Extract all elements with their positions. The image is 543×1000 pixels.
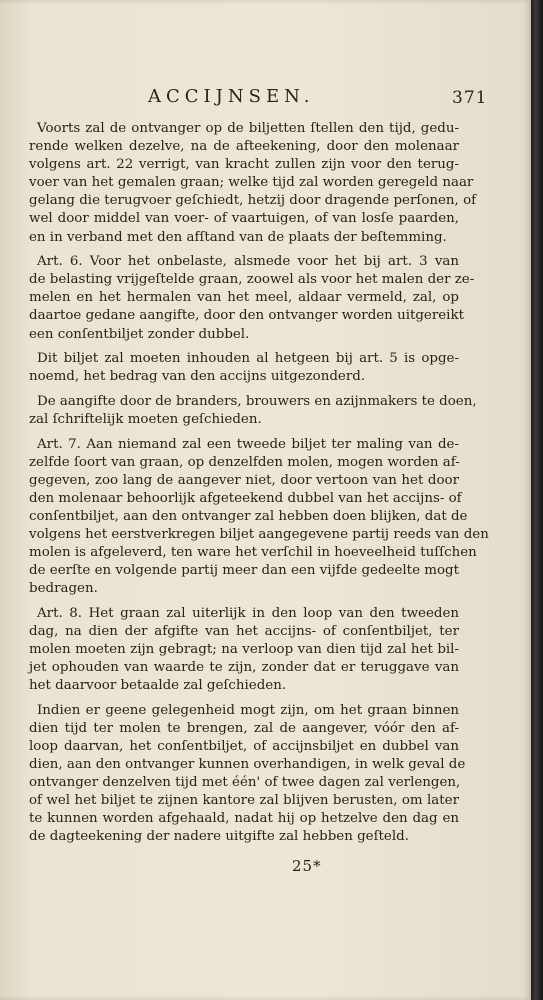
body-text bbox=[29, 120, 489, 853]
text-line: volgens het eerstverkregen biljet aangegevene partij reeds van den bbox=[29, 526, 489, 542]
text-line: De aangifte door de branders, brouwers en azijnmakers te doen, bbox=[37, 393, 477, 409]
text-line: jet ophouden van waarde te zijn, zonder dat er teruggave van bbox=[29, 660, 459, 676]
text-line: rende welken dezelve, na de afteekening, door den molenaar bbox=[29, 139, 459, 155]
text-line: te kunnen worden afgehaald, nadat hij op hetzelve den dag en bbox=[29, 811, 459, 827]
text-line: gelang die terugvoer geſchiedt, hetzij door dragende perſonen, of bbox=[29, 193, 477, 209]
text-line: den molenaar behoorlijk afgeteekend dubbel van het accijns- of bbox=[29, 490, 462, 506]
text-line: of wel het biljet te zijnen kantore zal blijven berusten, om later bbox=[29, 793, 459, 809]
text-line: Art. 7. Aan niemand zal een tweede biljet ter maling van de- bbox=[37, 436, 459, 452]
text-line: noemd, het bedrag van den accijns uitgezonderd. bbox=[29, 369, 366, 385]
paragraph bbox=[29, 393, 477, 429]
text-line: molen moeten zijn gebragt; na verloop van dien tijd zal het bil- bbox=[29, 642, 459, 658]
text-line: Dit biljet zal moeten inhouden al hetgeen bij art. 5 is opge- bbox=[37, 351, 459, 367]
text-line: wel door middel van voer- of vaartuigen, of van losſe paarden, bbox=[29, 211, 459, 227]
paragraph bbox=[29, 702, 466, 847]
paragraph-art-6 bbox=[29, 253, 475, 343]
text-line: de belasting vrijgeſtelde graan, zoowel als voor het malen der ze- bbox=[29, 272, 475, 288]
text-line: conſentbiljet, aan den ontvanger zal hebben doen blijken, dat de bbox=[29, 508, 468, 524]
running-head-title: ACCIJNSEN. bbox=[148, 86, 315, 107]
text-line: bedragen. bbox=[29, 581, 98, 597]
text-line: dien, aan den ontvanger kunnen overhandigen, in welk geval de bbox=[29, 757, 466, 773]
text-line: daartoe gedane aangifte, door den ontvanger worden uitgereikt bbox=[29, 308, 464, 324]
page-number: 371 bbox=[452, 88, 488, 108]
text-line: zelfde ſoort van graan, op denzelfden molen, mogen worden af- bbox=[29, 454, 460, 470]
text-line: zal ſchriftelijk moeten geſchieden. bbox=[29, 411, 262, 427]
text-line: de eerſte en volgende partij meer dan een vijfde gedeelte mogt bbox=[29, 563, 459, 579]
text-line: melen en het hermalen van het meel, aldaar vermeld, zal, op bbox=[29, 290, 459, 306]
paragraph bbox=[29, 120, 477, 247]
paragraph-art-8 bbox=[29, 605, 459, 695]
text-line: Art. 8. Het graan zal uiterlijk in den loop van den tweeden bbox=[37, 605, 459, 621]
running-head bbox=[30, 86, 510, 116]
text-line: loop daarvan, het conſentbiljet, of accijnsbiljet en dubbel van bbox=[29, 739, 459, 754]
text-line: en in verband met den afſtand van de plaats der beſtemming. bbox=[29, 229, 447, 245]
text-line: voer van het gemalen graan; welke tijd zal worden geregeld naar bbox=[29, 175, 474, 191]
text-line: volgens art. 22 verrigt, van kracht zullen zijn voor den terug- bbox=[29, 157, 459, 173]
text-line: Art. 6. Voor het onbelaste, alsmede voor het bij art. 3 van bbox=[37, 254, 459, 270]
text-line: de dagteekening der nadere uitgifte zal hebben geſteld. bbox=[29, 829, 409, 845]
book-edge bbox=[531, 0, 543, 1000]
text-line: Indien er geene gelegenheid mogt zijn, om het graan binnen bbox=[37, 702, 459, 718]
text-line: dien tijd ter molen te brengen, zal de aangever, vóór den af- bbox=[29, 720, 459, 736]
text-line: een conſentbiljet zonder dubbel. bbox=[29, 326, 250, 342]
text-line: ontvanger denzelven tijd met één' of twee dagen zal verlengen, bbox=[29, 775, 461, 791]
text-line: gegeven, zoo lang de aangever niet, door vertoon van het door bbox=[29, 472, 459, 488]
text-line: Voorts zal de ontvanger op de biljetten ſtellen den tijd, gedu- bbox=[37, 121, 459, 136]
text-line: molen is afgeleverd, ten ware het verſchil in hoeveelheid tuſſchen bbox=[29, 545, 477, 561]
text-line: dag, na dien der afgifte van het accijns- of conſentbiljet, ter bbox=[29, 623, 459, 639]
paragraph bbox=[29, 350, 459, 386]
signature-mark: 25* bbox=[292, 857, 322, 875]
text-line: het daarvoor betaalde zal geſchieden. bbox=[29, 678, 287, 694]
paragraph-art-7 bbox=[29, 436, 489, 599]
